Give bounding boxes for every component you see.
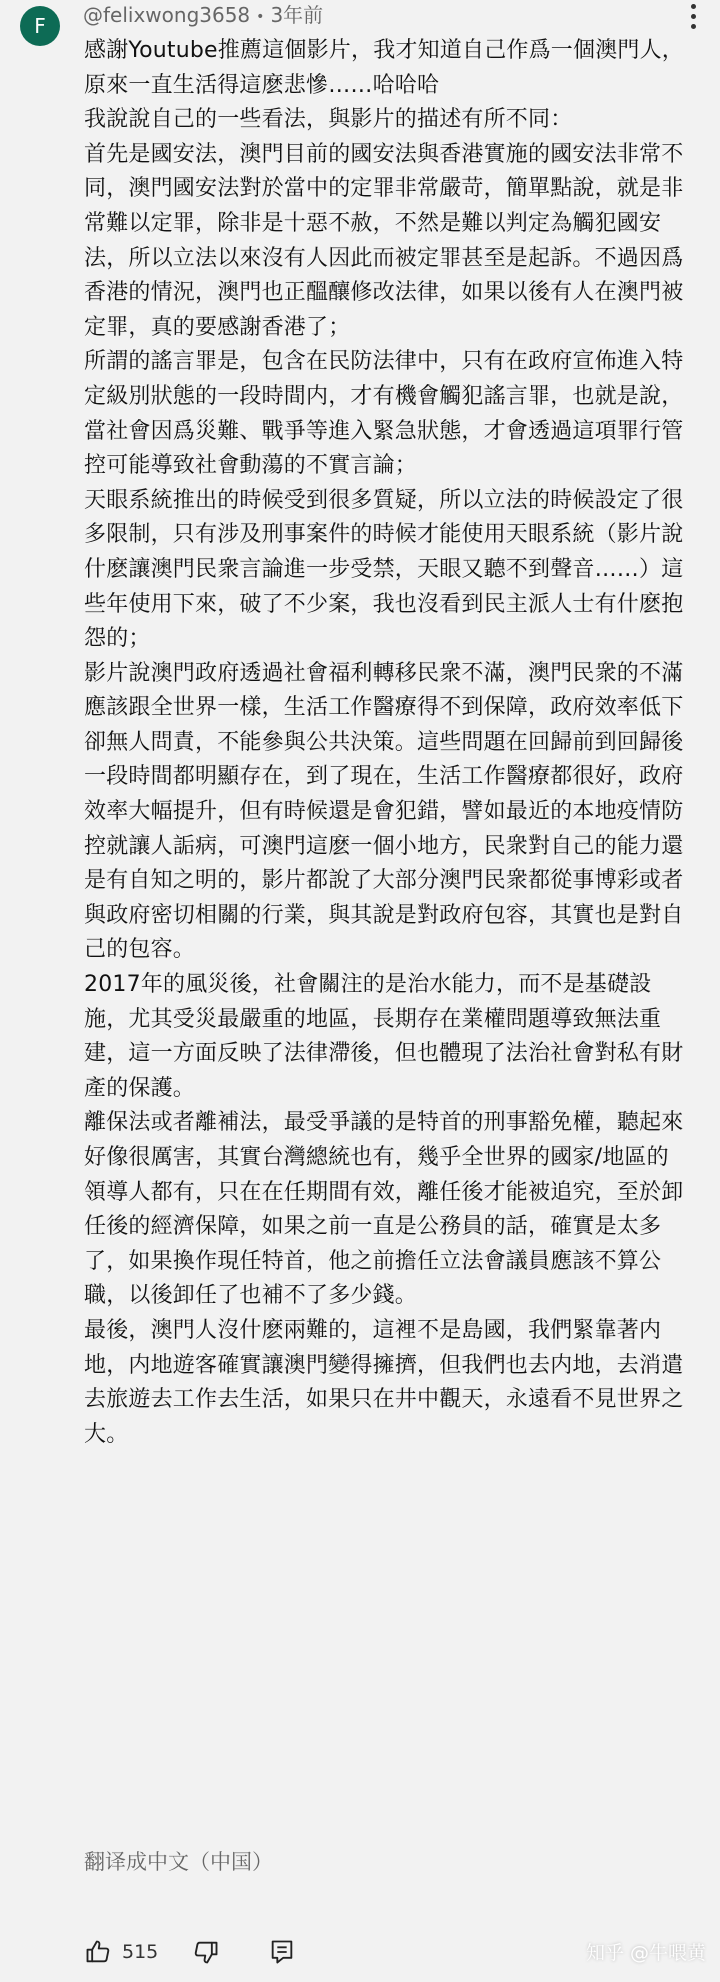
translate-link[interactable]: 翻译成中文（中国）: [84, 1850, 273, 1874]
thumbs-down-icon: [192, 1938, 220, 1966]
timestamp[interactable]: 3年前: [270, 3, 324, 27]
username[interactable]: @felixwong3658: [83, 3, 251, 27]
comment-paragraph: 天眼系統推出的時候受到很多質疑，所以立法的時候設定了很多限制，只有涉及刑事案件的時候才能使用天眼系統（影片說什麽讓澳門民衆言論進一步受禁，天眼又聽不到聲音……）這些年使用下來，破了不少案，我也沒看到民主派人士有什麽抱怨的；: [84, 487, 684, 652]
comment-paragraph: 感謝Youtube推薦這個影片，我才知道自己作爲一個澳門人，原來一直生活得這麽悲慘……哈哈哈: [84, 38, 684, 98]
comment-paragraph: 2017年的風災後，社會關注的是治水能力，而不是基礎設施，尤其受災最嚴重的地區，長期存在業權問題導致無法重建，這一方面反映了法律滯後，但也體現了法治社會對私有財產的保護。: [84, 972, 684, 1101]
comment-paragraph: 離保法或者離補法，最受爭議的是特首的刑事豁免權，聽起來好像很厲害，其實台灣總統也有，幾乎全世界的國家/地區的領導人都有，只在在任期間有效，離任後才能被追究，至於卸任後的經濟保障，如果之前一直是公務員的話，確實是太多了，如果換作現任特首，他之前擔任立法會議員應該不算公職，以後卸任了也補不了多少錢。: [84, 1110, 684, 1309]
comment-paragraph: 所謂的謠言罪是，包含在民防法律中，只有在政府宣佈進入特定級別狀態的一段時間内，才有機會觸犯謠言罪，也就是說，當社會因爲災難、戰爭等進入緊急狀態，才會透過這項罪行管控可能導致社會動蕩的不實言論；: [84, 349, 684, 479]
thumbs-up-icon: [84, 1938, 112, 1966]
comment-paragraph: 最後，澳門人沒什麽兩難的，這裡不是島國，我們緊靠著内地，内地遊客確實讓澳門變得擁擠，但我們也去内地，去消遣去旅遊去工作去生活，如果只在井中觀天，永遠看不見世界之大。: [84, 1317, 684, 1447]
more-options-icon[interactable]: [690, 4, 696, 30]
comment-icon: [268, 1938, 296, 1966]
comment-paragraph: 首先是國安法，澳門目前的國安法與香港實施的國安法非常不同，澳門國安法對於當中的定罪非常嚴苛，簡單點說，就是非常難以定罪，除非是十惡不赦，不然是難以判定為觸犯國安法，所以立法以來沒有人因此而被定罪甚至是起訴。不過因爲香港的情況，澳門也正醞釀修改法律，如果以後有人在澳門被定罪，真的要感謝香港了；: [84, 141, 684, 340]
comment-paragraph: 影片說澳門政府透過社會福利轉移民衆不滿，澳門民衆的不滿應該跟全世界一樣，生活工作醫療得不到保障，政府效率低下卻無人問責，不能參與公共決策。這些問題在回歸前到回歸後一段時間都明顯存在，到了現在，生活工作醫療都很好，政府效率大幅提升，但有時候還是會犯錯，譬如最近的本地疫情防控就讓人詬病，可澳門這麽一個小地方，民衆對自己的能力還是有自知之明的，影片都說了大部分澳門民衆都從事博彩或者與政府密切相關的行業，與其說是對政府包容，其實也是對自己的包容。: [84, 660, 684, 963]
comment-body: [84, 34, 684, 1452]
dislike-button[interactable]: [192, 1930, 220, 1974]
comment-meta: [83, 0, 323, 30]
comment-actions: [84, 1930, 296, 1974]
reply-button[interactable]: [268, 1930, 296, 1974]
comment-paragraph: 我說說自己的一些看法，與影片的描述有所不同：: [84, 107, 573, 133]
watermark: 知乎 @牛喂黄: [585, 1942, 706, 1964]
avatar[interactable]: F: [20, 6, 60, 46]
like-button[interactable]: [84, 1930, 158, 1974]
like-count: 515: [122, 1941, 159, 1963]
meta-separator: •: [256, 8, 265, 25]
